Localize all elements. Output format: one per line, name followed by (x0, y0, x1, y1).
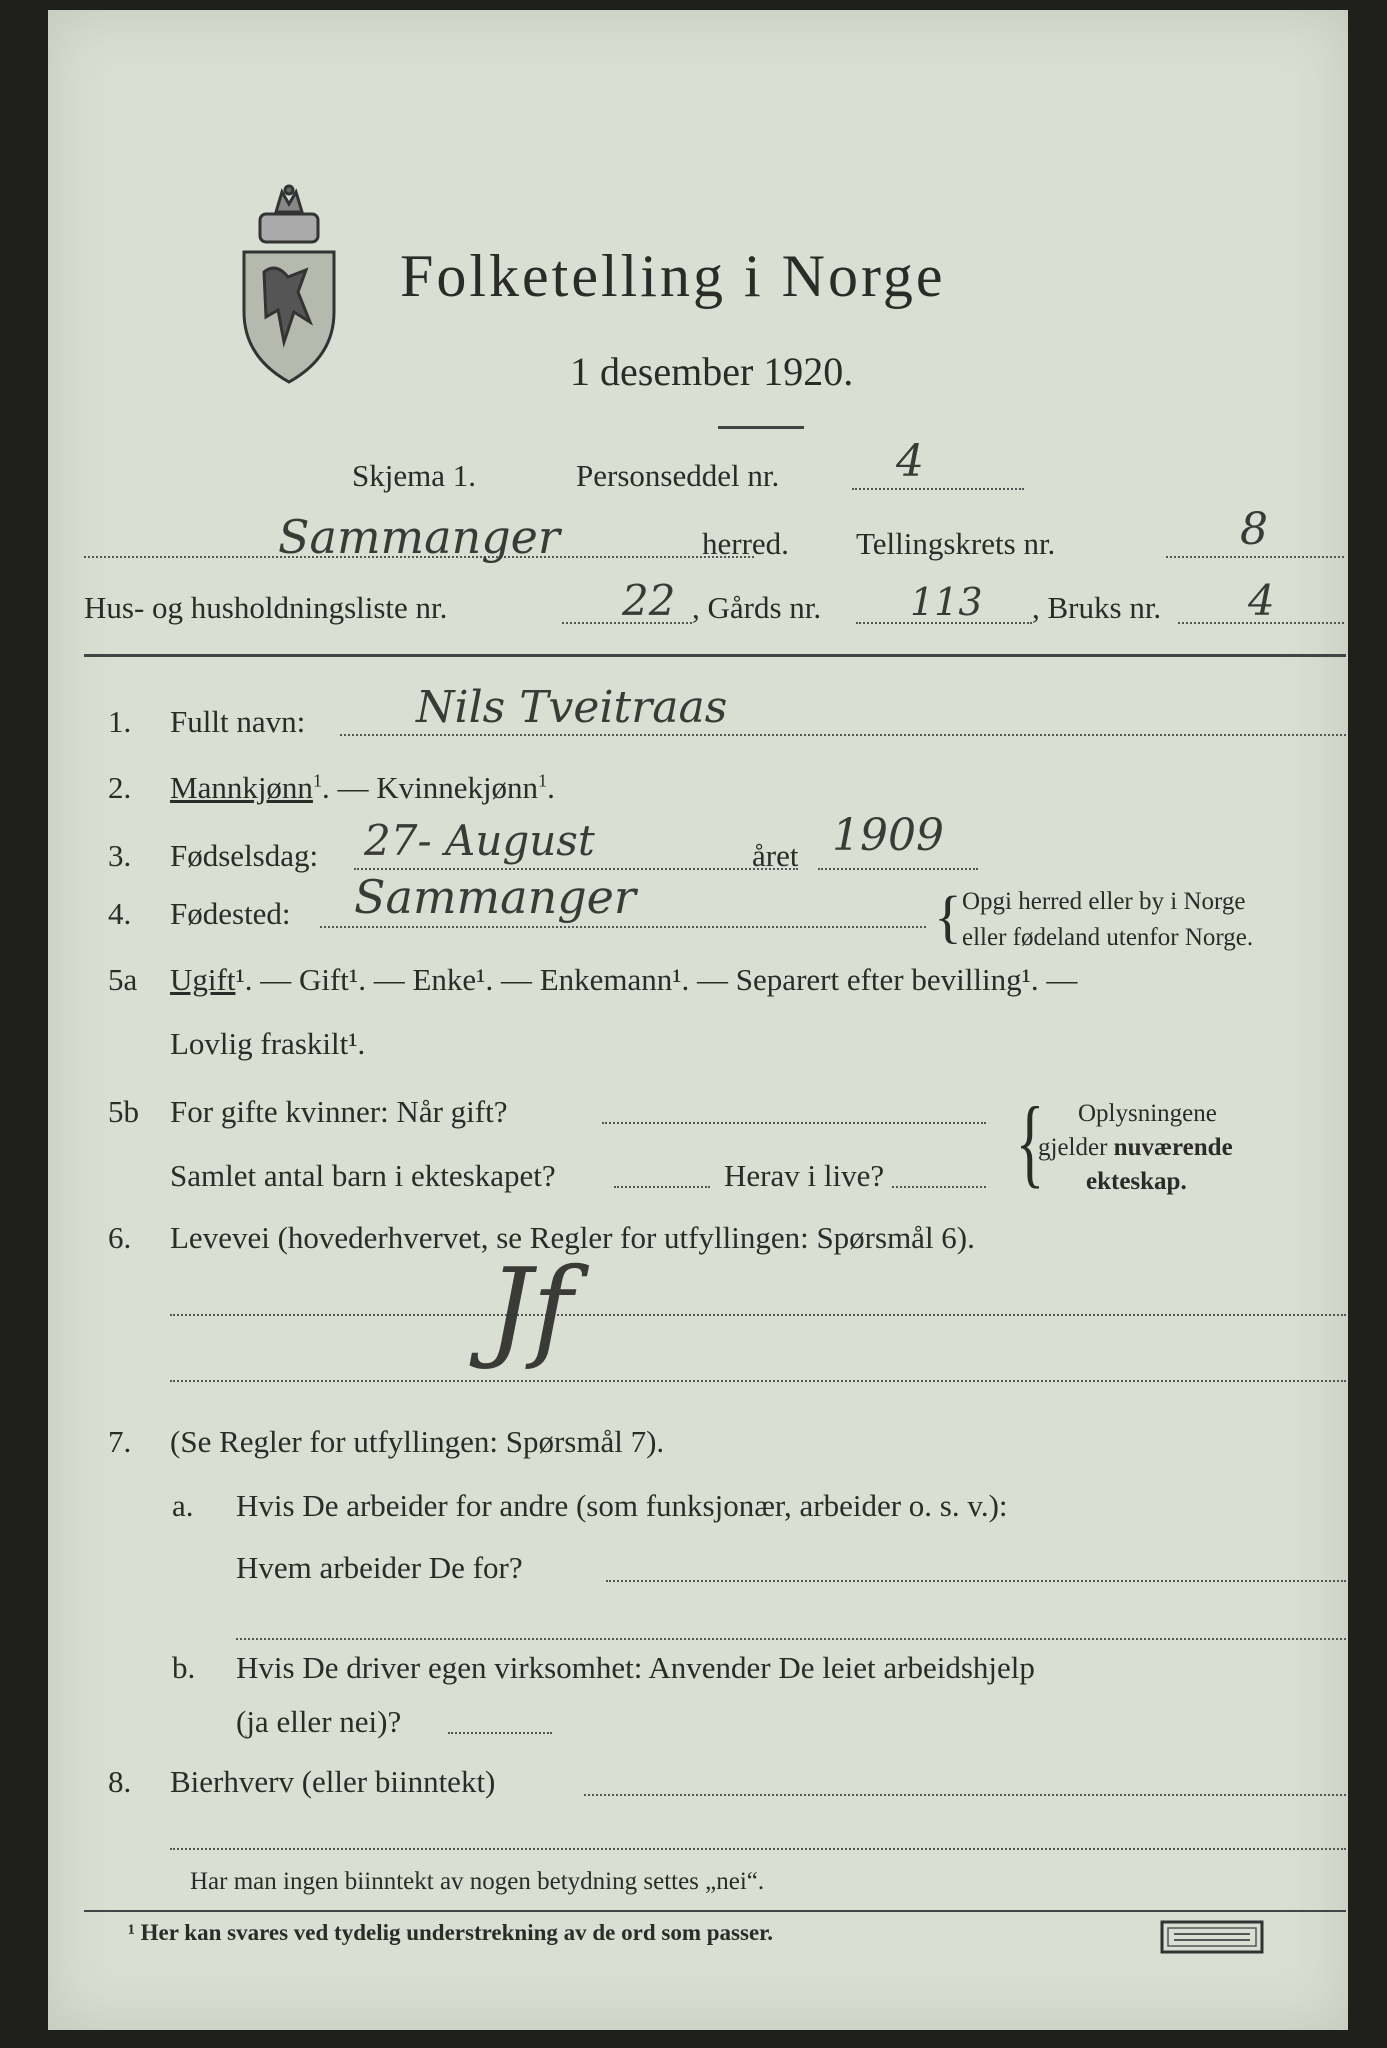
census-date: 1 desember 1920. (570, 349, 854, 394)
q7b-label1: Hvis De driver egen virksomhet: Anvender De leiet arbeidshjelp (236, 1650, 1035, 1685)
herred-label: herred. (702, 526, 789, 561)
herred-value: Sammanger (278, 510, 560, 564)
q8-line1 (584, 1794, 1346, 1796)
q3-year-label: året (752, 838, 799, 873)
form-title: Folketelling i Norge (400, 243, 946, 309)
bruks-label: , Bruks nr. (1032, 590, 1162, 625)
q7a-line1 (606, 1580, 1346, 1582)
footer-divider (84, 1910, 1346, 1912)
q3-number: 3. (108, 838, 132, 873)
q2-number: 2. (108, 770, 132, 805)
q5b-married-line (602, 1122, 986, 1124)
q5b-children-line (614, 1186, 710, 1188)
personseddel-value: 4 (896, 436, 924, 487)
q1-value: Nils Tveitraas (416, 682, 728, 733)
tellingskrets-line (1166, 556, 1344, 558)
q4-brace: { (934, 884, 962, 949)
q6-line1 (170, 1314, 1346, 1316)
footnote-mark: ¹ (128, 1920, 135, 1945)
q5b-note-current: nuværende (1113, 1134, 1233, 1161)
q5a-number: 5a (108, 962, 138, 997)
q1-line (340, 734, 1346, 736)
footnote-text: Her kan svares ved tydelig understrekning av de ord som passer. (140, 1920, 773, 1945)
q5b-note-line2 (1038, 1134, 1233, 1162)
q2-mannkjonn: Mannkjønn (170, 770, 313, 805)
q5b-label2: Samlet antal barn i ekteskapet? (170, 1158, 556, 1193)
census-form-sheet (48, 10, 1348, 2030)
footnote (128, 1920, 773, 1946)
gards-label: , Gårds nr. (692, 590, 822, 625)
q5b-brace: { (1015, 1086, 1045, 1197)
q2-footnote-mark-2: 1 (538, 770, 548, 791)
q7a-line2 (236, 1638, 1346, 1640)
q5b-number: 5b (108, 1094, 139, 1129)
q4-note-line2: eller fødeland utenfor Norge. (962, 924, 1254, 951)
q7a-label1: Hvis De arbeider for andre (som funksjonær, arbeider o. s. v.): (236, 1488, 1008, 1523)
q5b-note-gjelder: gjelder (1038, 1134, 1114, 1161)
q7-label: (Se Regler for utfyllingen: Spørsmål 7). (170, 1424, 665, 1459)
q3-year-line (818, 868, 978, 870)
q4-note-line1: Opgi herred eller by i Norge (962, 888, 1246, 915)
q4-label: Fødested: (170, 896, 291, 931)
q5b-label1: For gifte kvinner: Når gift? (170, 1094, 508, 1129)
q5b-note-line3: ekteskap. (1086, 1168, 1187, 1195)
q1-number: 1. (108, 704, 132, 739)
q7a-label2: Hvem arbeider De for? (236, 1550, 523, 1585)
q7-number: 7. (108, 1424, 132, 1459)
husliste-label: Hus- og husholdningsliste nr. (84, 590, 448, 625)
q7b-letter: b. (172, 1650, 196, 1685)
section-divider (84, 654, 1346, 657)
title-divider (718, 426, 804, 429)
bruks-value: 4 (1248, 576, 1275, 625)
q5a-ugift: Ugift (170, 962, 236, 997)
q5a-options (170, 962, 1077, 998)
q5b-label3: Herav i live? (724, 1158, 885, 1193)
personseddel-label: Personseddel nr. (576, 458, 780, 493)
q5b-alive-line (892, 1186, 986, 1188)
q6-number: 6. (108, 1220, 132, 1255)
husliste-value: 22 (622, 576, 676, 625)
q7a-letter: a. (172, 1488, 194, 1523)
q3-day-value: 27- August (364, 816, 595, 865)
norwegian-coat-of-arms-icon (236, 182, 342, 392)
q3-label: Fødselsdag: (170, 838, 319, 873)
printer-stamp-icon (1160, 1920, 1264, 1954)
q2-end: . (547, 770, 555, 805)
skjema-label: Skjema 1. (352, 458, 476, 493)
q1-label: Fullt navn: (170, 704, 306, 739)
tellingskrets-label: Tellingskrets nr. (856, 526, 1056, 561)
q5b-note-line1: Oplysningene (1078, 1100, 1217, 1127)
q2-options (170, 770, 555, 806)
q6-value: Jf (488, 1244, 573, 1372)
q6-label: Levevei (hovederhvervet, se Regler for utfyllingen: Spørsmål 6). (170, 1220, 975, 1255)
q6-line2 (170, 1380, 1346, 1382)
q8-line2 (170, 1848, 1346, 1850)
q2-footnote-mark-1: 1 (312, 770, 322, 791)
tellingskrets-value: 8 (1240, 504, 1268, 555)
gards-value: 113 (910, 580, 983, 624)
personseddel-line (852, 488, 1024, 490)
q7b-line (448, 1732, 552, 1734)
q5a-line2: Lovlig fraskilt¹. (170, 1026, 366, 1061)
q8-label: Bierhverv (eller biinntekt) (170, 1764, 496, 1799)
q4-value: Sammanger (354, 870, 636, 924)
q2-kvinnekjonn: . — Kvinnekjønn (321, 770, 539, 805)
q8-number: 8. (108, 1764, 132, 1799)
q7b-label2: (ja eller nei)? (236, 1704, 402, 1739)
footer-note: Har man ingen biinntekt av nogen betydning settes „nei“. (190, 1868, 765, 1895)
q5a-other-options: ¹. — Gift¹. — Enke¹. — Enkemann¹. — Separert efter bevilling¹. — (235, 962, 1078, 997)
q4-line (320, 926, 926, 928)
q4-number: 4. (108, 896, 132, 931)
q3-year-value: 1909 (832, 810, 944, 861)
